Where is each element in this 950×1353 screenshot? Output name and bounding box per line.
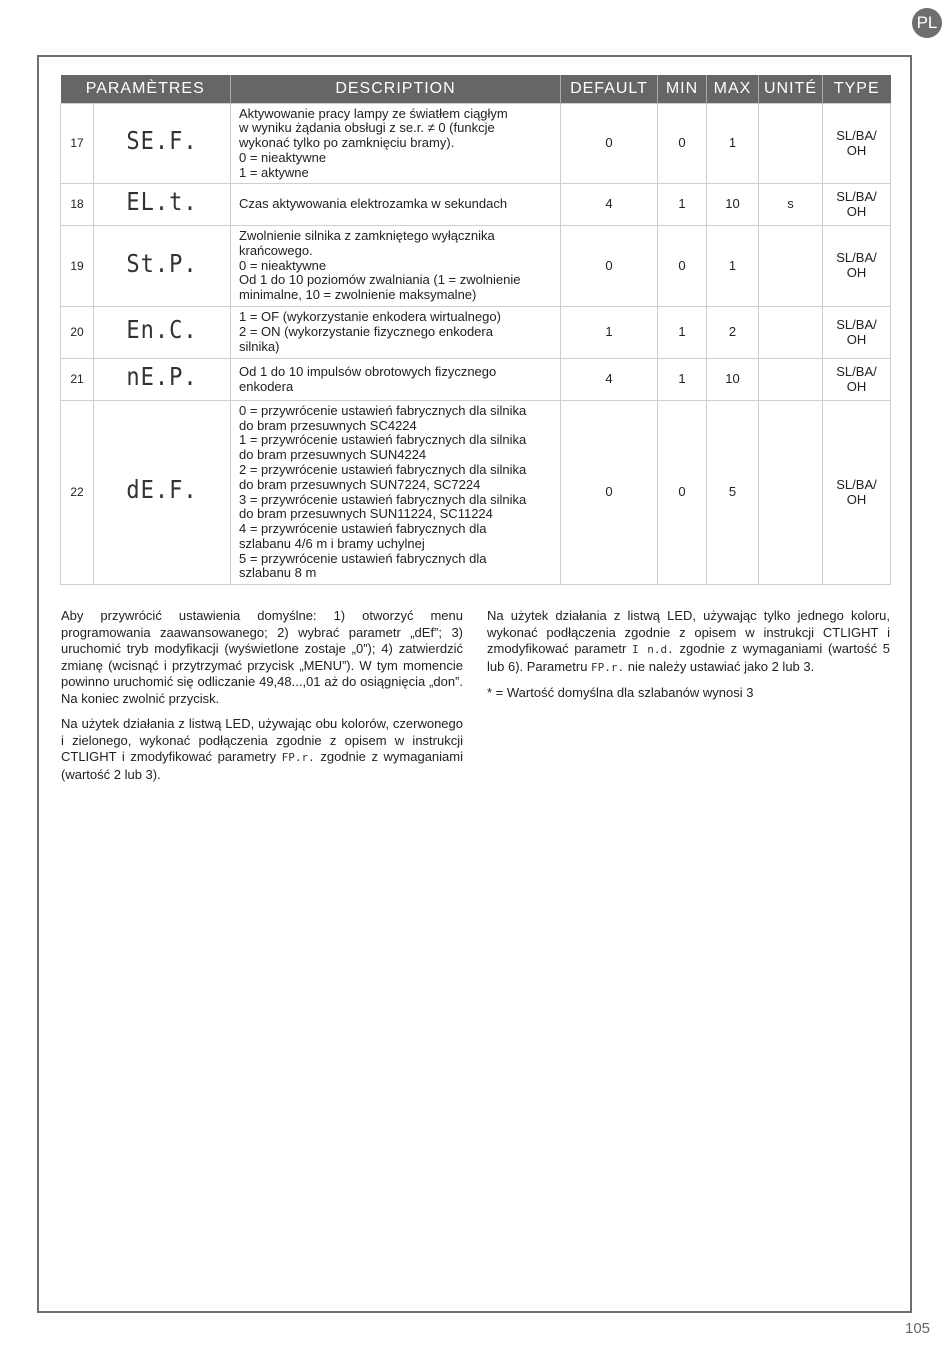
- param-code-ind: I n.d.: [632, 643, 674, 656]
- row-number: 17: [61, 104, 94, 184]
- row-number: 21: [61, 359, 94, 401]
- unit-value: [759, 359, 823, 401]
- max-value: 10: [707, 184, 759, 226]
- row-description: 0 = przywrócenie ustawień fabrycznych dla silnika do bram przesuwnych SC4224 1 = przywrócenie ustawień fabrycznych dla silnika do bram przesuwnych SUN4224 2 = przywrócenie ustawień fabrycznych dla silnika do bram przesuwnych SUN7224, SC7224 3 = przywrócenie ustawień fabrycznych dla silnika do bram przesuwnych SUN11224, SC11224 4 = przywrócenie ustawień fabrycznych dla szlabanu 4/6 m i bramy uchylnej 5 = przywrócenie ustawień fabrycznych dla szlabanu 8 m: [231, 401, 561, 585]
- row-description: Od 1 do 10 impulsów obrotowych fizycznego enkodera: [231, 359, 561, 401]
- page-number: 105: [905, 1320, 931, 1337]
- max-value: 1: [707, 226, 759, 307]
- table-row: [61, 307, 891, 359]
- min-value: 1: [658, 307, 707, 359]
- min-value: 1: [658, 359, 707, 401]
- led-two-colors-paragraph: [61, 716, 463, 783]
- lcd-code: EL.t.: [126, 188, 198, 217]
- header-max: MAX: [707, 75, 759, 104]
- table-header-row: [61, 75, 891, 104]
- default-value: 0: [561, 104, 658, 184]
- default-value: 4: [561, 359, 658, 401]
- param-code-fpr: FP.r.: [281, 751, 315, 764]
- row-description: Zwolnienie silnika z zamkniętego wyłącznika krańcowego. 0 = nieaktywne Od 1 do 10 poziomów zwalniania (1 = zwolnienie minimalne, 10 = zwolnienie maksymalne): [231, 226, 561, 307]
- type-value: SL/BA/ OH: [823, 307, 891, 359]
- led-one-color-text-b: zgodnie z wymaganiami (wartość 5 lub 6). Parametru: [487, 641, 890, 674]
- header-unite: UNITÉ: [759, 75, 823, 104]
- min-value: 1: [658, 184, 707, 226]
- unit-value: [759, 104, 823, 184]
- param-code-fpr-2: FP.r.: [591, 660, 625, 674]
- type-value: SL/BA/ OH: [823, 401, 891, 585]
- parameter-code: [94, 401, 231, 585]
- header-min: MIN: [658, 75, 707, 104]
- max-value: 5: [707, 401, 759, 585]
- unit-value: [759, 307, 823, 359]
- lcd-code: En.C.: [126, 316, 198, 345]
- default-value: 4: [561, 184, 658, 226]
- header-default: DEFAULT: [561, 75, 658, 104]
- default-value: 0: [561, 401, 658, 585]
- type-value: SL/BA/ OH: [823, 359, 891, 401]
- max-value: 2: [707, 307, 759, 359]
- max-value: 10: [707, 359, 759, 401]
- table-row: [61, 401, 891, 585]
- table-row: [61, 184, 891, 226]
- parameter-code: [94, 226, 231, 307]
- type-value: SL/BA/ OH: [823, 184, 891, 226]
- row-description: Czas aktywowania elektrozamka w sekundach: [231, 184, 561, 226]
- right-text-column: [487, 608, 890, 711]
- parameters-table: [60, 75, 891, 585]
- parameter-code: [94, 104, 231, 184]
- row-number: 18: [61, 184, 94, 226]
- min-value: 0: [658, 226, 707, 307]
- table-row: [61, 104, 891, 184]
- language-badge: PL: [912, 8, 942, 38]
- max-value: 1: [707, 104, 759, 184]
- left-text-column: [61, 608, 463, 792]
- row-description: 1 = OF (wykorzystanie enkodera wirtualnego) 2 = ON (wykorzystanie fizycznego enkodera silnika): [231, 307, 561, 359]
- row-number: 19: [61, 226, 94, 307]
- table-row: [61, 359, 891, 401]
- lcd-code: dE.F.: [126, 476, 198, 505]
- led-one-color-paragraph: [487, 608, 890, 676]
- default-value: 0: [561, 226, 658, 307]
- default-value: 1: [561, 307, 658, 359]
- unit-value: [759, 226, 823, 307]
- parameter-code: [94, 184, 231, 226]
- parameter-code: [94, 359, 231, 401]
- header-type: TYPE: [823, 75, 891, 104]
- min-value: 0: [658, 104, 707, 184]
- restore-defaults-paragraph: Aby przywrócić ustawienia domyślne: 1) otworzyć menu programowania zaawansowanego; 2) wybrać parametr „dEf”; 3) uruchomić tryb modyfikacji (wyświetlone zostaje „0”); 4) zatwierdzić zmianę (wcisnąć i przytrzymać przycisk „MENU”). W tym momencie powinno uruchomić się odliczanie 49,48...,01 aż do osiągnięcia „don”. Na koniec zwolnić przycisk.: [61, 608, 463, 706]
- lcd-code: nE.P.: [126, 363, 198, 392]
- header-description: DESCRIPTION: [231, 75, 561, 104]
- lcd-code: SE.F.: [126, 127, 198, 156]
- table-row: [61, 226, 891, 307]
- led-two-colors-text-a: Na użytek działania z listwą LED, używając obu kolorów, czerwonego i zielonego, wykonać podłączenia zgodnie z opisem w instrukcji CTLIGHT i zmodyfikować parametry: [61, 716, 463, 764]
- header-parametres: PARAMÈTRES: [61, 75, 231, 104]
- led-one-color-text-c: nie należy ustawiać jako 2 lub 3.: [624, 658, 815, 674]
- lcd-code: St.P.: [126, 249, 198, 279]
- row-number: 22: [61, 401, 94, 585]
- unit-value: [759, 401, 823, 585]
- type-value: SL/BA/ OH: [823, 104, 891, 184]
- led-one-color-text-a: Na użytek działania z listwą LED, używając tylko jednego koloru, wykonać podłączenia zgodnie z opisem w instrukcji CTLIGHT i zmodyfikować parametr: [487, 608, 890, 656]
- led-two-colors-text-b: zgodnie z wymaganiami (wartość 2 lub 3).: [61, 749, 463, 782]
- parameter-code: [94, 307, 231, 359]
- row-number: 20: [61, 307, 94, 359]
- min-value: 0: [658, 401, 707, 585]
- row-description: Aktywowanie pracy lampy ze światłem ciągłym w wyniku żądania obsługi z se.r. ≠ 0 (funkcje wykonać tylko po zamknięciu bramy). 0 = nieaktywne 1 = aktywne: [231, 104, 561, 184]
- unit-value: s: [759, 184, 823, 226]
- type-value: SL/BA/ OH: [823, 226, 891, 307]
- barrier-default-note: * = Wartość domyślna dla szlabanów wynosi 3: [487, 685, 754, 700]
